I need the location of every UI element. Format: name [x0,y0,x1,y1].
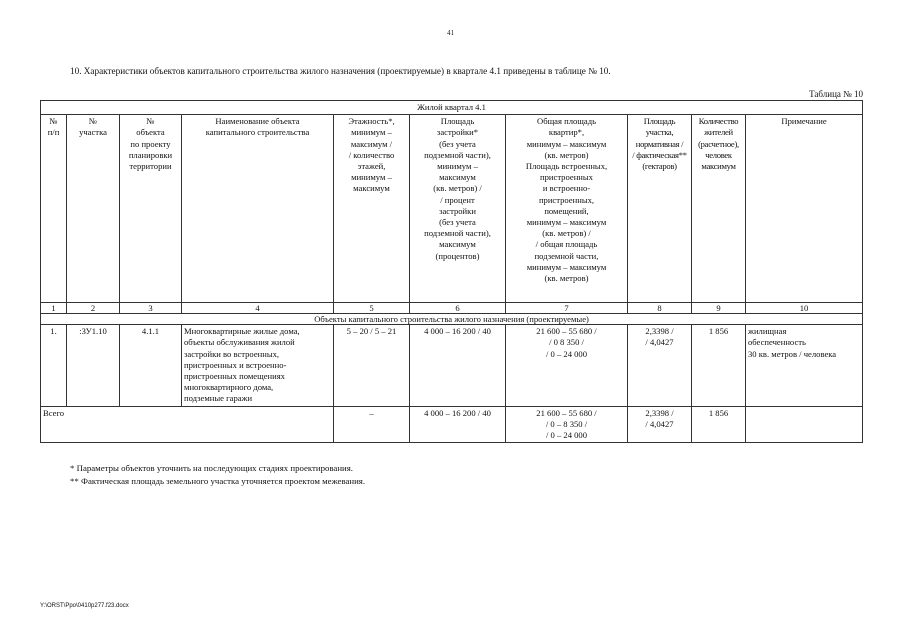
total-row [41,406,863,443]
header-cell: Этажность*, минимум – максимум / / количество этажей, минимум – максимум [334,115,410,303]
total-area: 21 600 – 55 680 / / 0 8 350 / / 0 – 24 000 [506,325,628,406]
table-label: Таблица № 10 [809,89,863,99]
column-number: 10 [746,303,863,314]
total-label: Всего [41,406,334,443]
group-title-row [41,314,863,325]
header-cell: Общая площадь квартир*, минимум – максимум (кв. метров) Площадь встроенных, пристроенных и встроенно- пристроенных, помещений, минимум – максимум (кв. метров) / / общая площадь подземной части, минимум – максимум (кв. метров) [506,115,628,303]
object-name: Многоквартирные жилые дома, объекты обслуживания жилой застройки во встроенных, пристроенных и встроенно- пристроенных помещениях многоквартирного дома, подземные гаражи [182,325,334,406]
header-cell: № п/п [41,115,67,303]
floors: 5 – 20 / 5 – 21 [334,325,410,406]
total-total-area: 21 600 – 55 680 / / 0 – 8 350 / / 0 – 24 000 [506,406,628,443]
column-number: 2 [67,303,120,314]
built-area: 4 000 – 16 200 / 40 [410,325,506,406]
file-path: Y:\ORST\Ppo\0410p277.f23.docx [40,603,129,609]
column-number: 3 [120,303,182,314]
table-row [41,325,863,406]
header-row [41,115,863,303]
column-number: 6 [410,303,506,314]
header-cell: № объекта по проекту планировки территории [120,115,182,303]
note: жилищная обеспеченность 30 кв. метров / человека [746,325,863,406]
header-cell: Количество жителей (расчетное), человек максимум [692,115,746,303]
header-cell: Примечание [746,115,863,303]
column-number: 7 [506,303,628,314]
total-note [746,406,863,443]
total-residents: 1 856 [692,406,746,443]
characteristics-table [40,100,863,443]
column-number-row [41,303,863,314]
column-number: 5 [334,303,410,314]
total-plot-area: 2,3398 / / 4,0427 [628,406,692,443]
column-number: 9 [692,303,746,314]
residents: 1 856 [692,325,746,406]
group-title: Объекты капитального строительства жилого назначения (проектируемые) [41,314,863,325]
plot-area: 2,3398 / / 4,0427 [628,325,692,406]
column-number: 8 [628,303,692,314]
header-cell: Наименование объекта капитального строительства [182,115,334,303]
column-number: 1 [41,303,67,314]
intro-paragraph: 10. Характеристики объектов капитального строительства жилого назначения (проектируемые) в квартале 4.1 приведены в таблице № 10. [70,66,611,76]
plot-number: :ЗУ1.10 [67,325,120,406]
object-number: 4.1.1 [120,325,182,406]
page-number: 41 [447,29,454,37]
footnote-1: * Параметры объектов уточнить на последующих стадиях проектирования. [70,463,353,473]
total-floors: – [334,406,410,443]
table-title: Жилой квартал 4.1 [41,101,863,115]
header-cell: Площадь застройки* (без учета подземной части), минимум – максимум (кв. метров) / / процент застройки (без учета подземной части), максимум (процентов) [410,115,506,303]
footnote-2: ** Фактическая площадь земельного участка уточняется проектом межевания. [70,476,366,486]
total-built-area: 4 000 – 16 200 / 40 [410,406,506,443]
column-number: 4 [182,303,334,314]
row-number: 1. [41,325,67,406]
header-cell: № участка [67,115,120,303]
table-title-row [41,101,863,115]
header-cell: Площадь участка, нормативная / / фактическая** (гектаров) [628,115,692,303]
